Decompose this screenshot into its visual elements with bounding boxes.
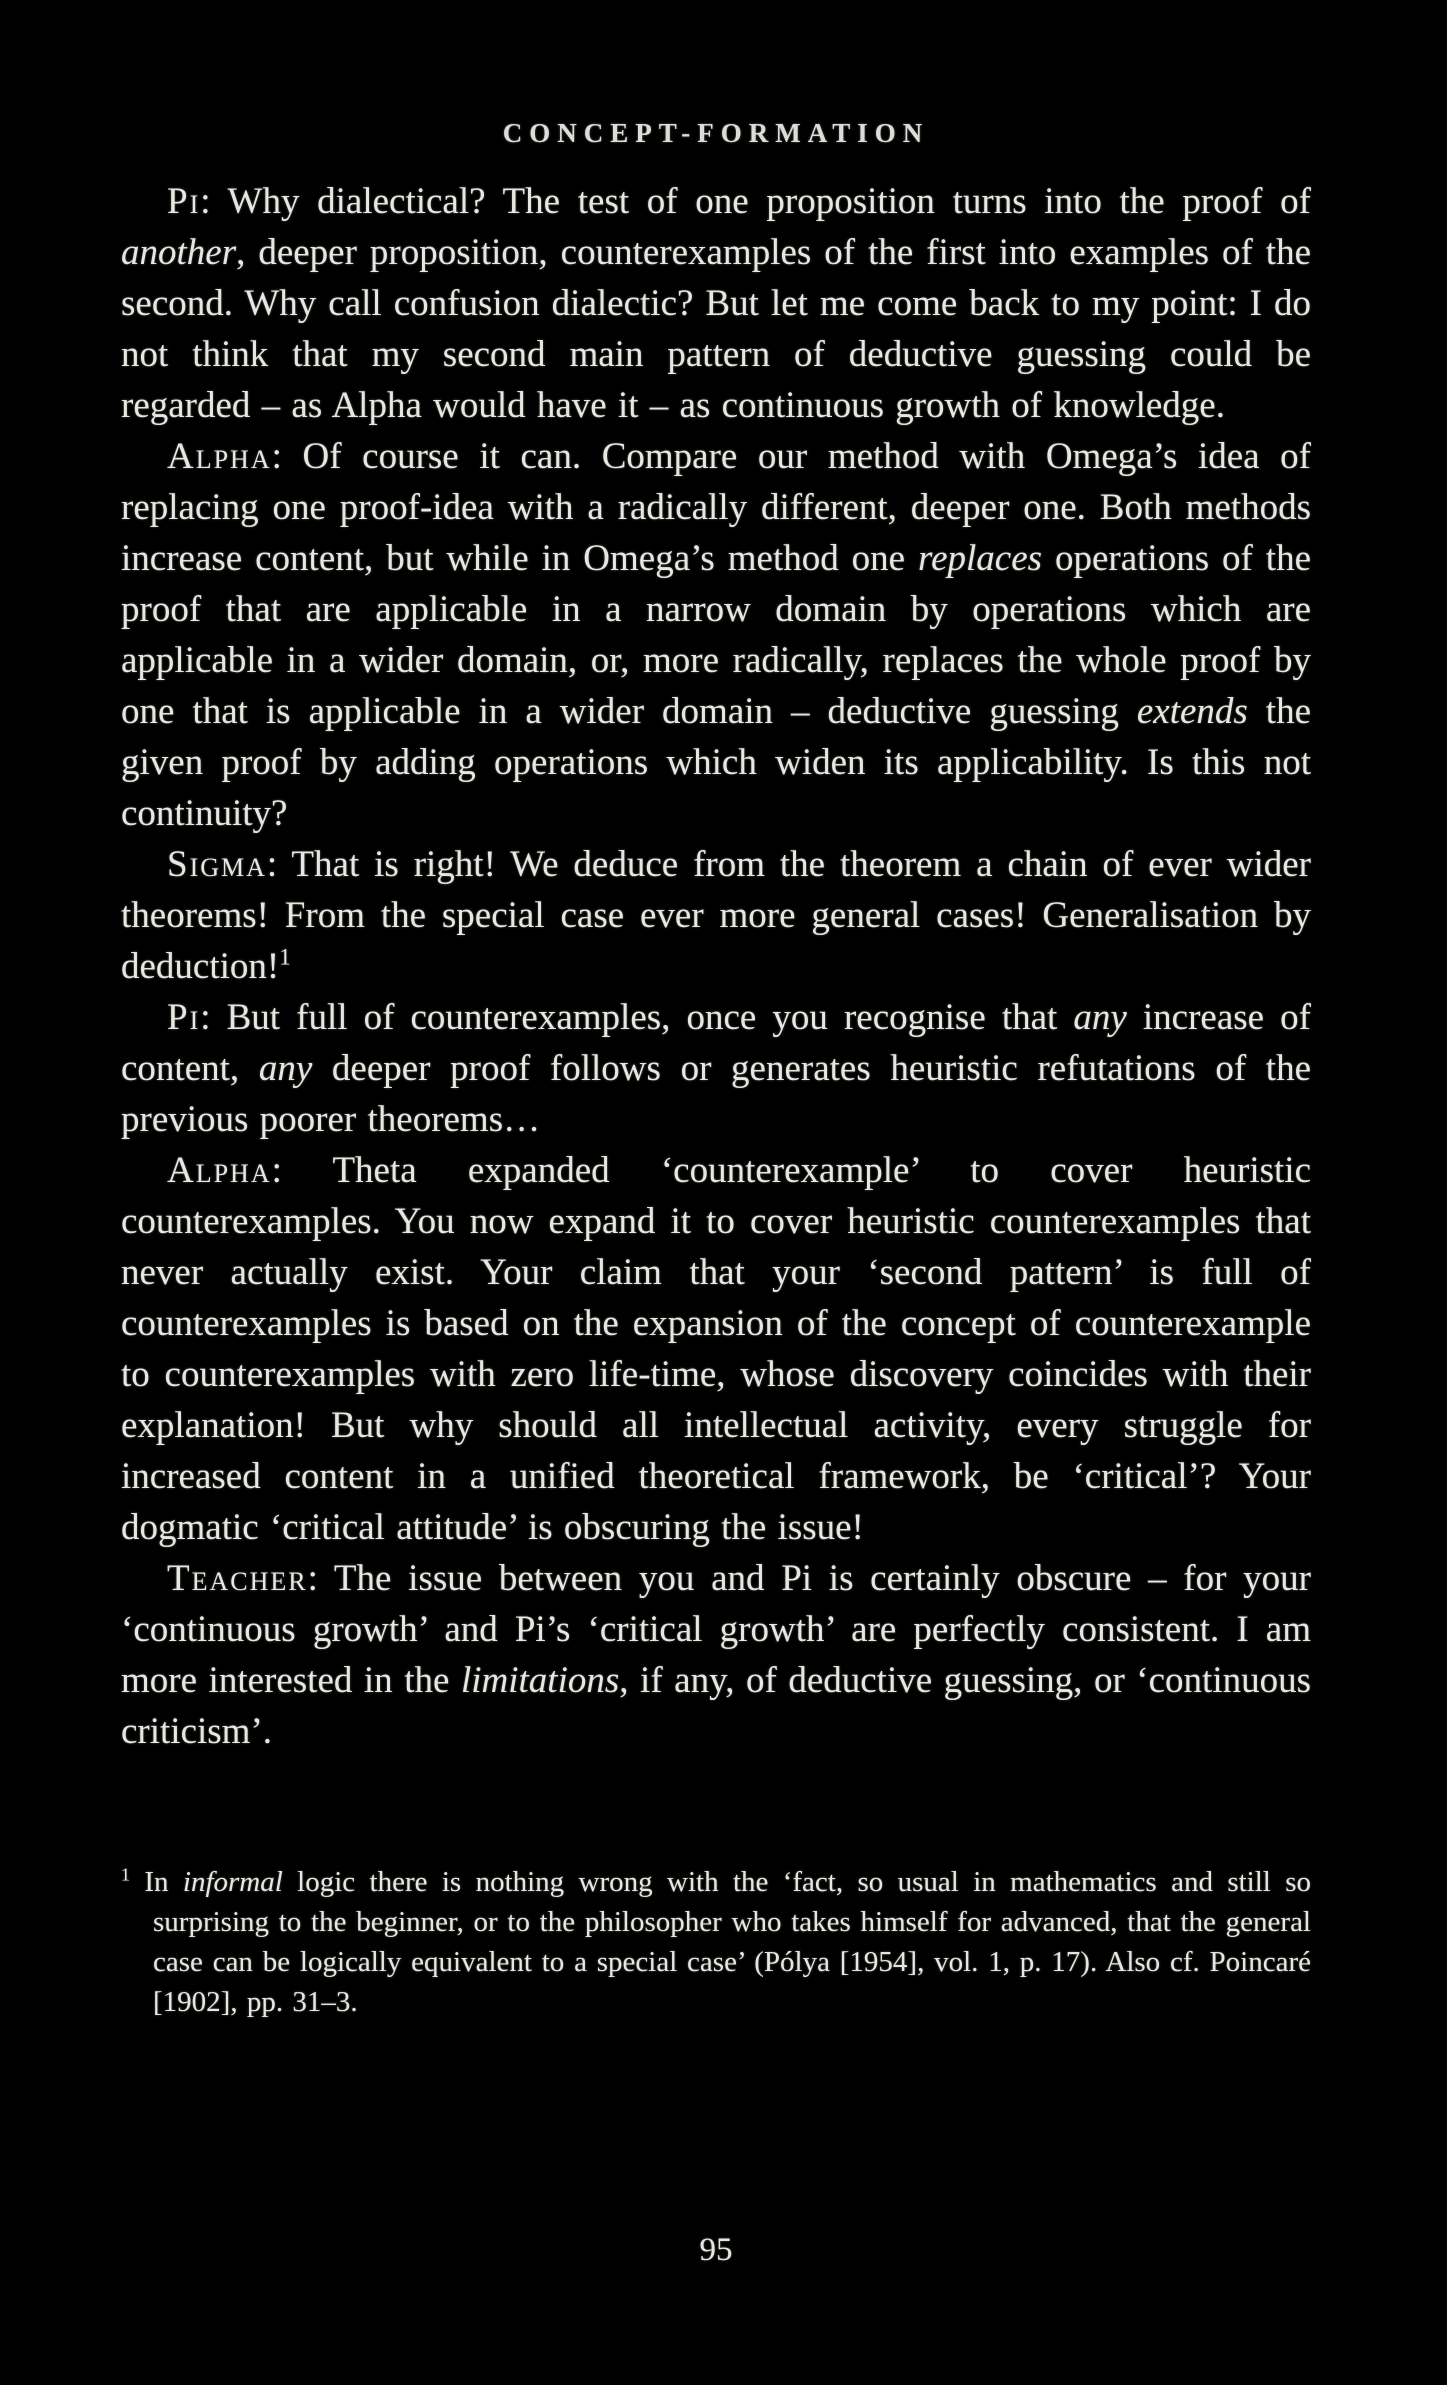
text-run: : Of course it can. Compare our method with Omega’s idea of replacing one proof-idea with a radically different, deeper one. Both methods increase content, but while in Omega’s method one [121,436,1311,579]
speaker-name: Teacher [167,1558,308,1599]
text-run: the given proof by adding operations which widen its applicability. Is this not continuity? [121,691,1311,834]
speaker-name: Pi [167,181,201,222]
text-run: : That is right! We deduce from the theorem a chain of ever wider theorems! From the special case ever more general cases! Generalisation by deduction! [121,844,1311,987]
italic-text: informal [182,1866,283,1898]
text-run: operations of the proof that are applicable in a narrow domain by operations which are applicable in a wider domain, or, more radically, replaces the whole proof by one that is applicable in a wider domain – deductive guessing [121,538,1311,732]
italic-text: any [1073,997,1127,1038]
speaker-name: Alpha [167,436,272,477]
paragraph-pi-2 [121,992,1311,1145]
paragraph-alpha-1 [121,431,1311,839]
text-run: In [129,1866,183,1898]
italic-text: limitations [460,1660,620,1701]
page-title: CONCEPT-FORMATION [502,118,930,148]
text-run: increase of content, [121,997,1311,1089]
italic-text: replaces [918,538,1043,579]
text-run: deeper proof follows or generates heuristic refutations of the previous poorer theorems… [121,1048,1311,1140]
text-run: , deeper proposition, counterexamples of the first into examples of the second. Why call confusion dialectic? But let me come back to my point: I do not think that my second main pattern of deductive guessing could be regarded – as Alpha would have it – as continuous growth of knowledge. [121,232,1311,426]
footnote-marker: 1 [121,1864,130,1885]
paragraph-teacher [121,1553,1311,1757]
page-body [121,176,1311,1757]
text-run: logic there is nothing wrong with the ‘fact, so usual in mathematics and still so surprising to the beginner, or to the philosopher who takes himself for advanced, that the general case can be logically equivalent to a special case’ (Pólya [1954], vol. 1, p. 17). Also cf. Poincaré [1902], pp. 31–3. [153,1866,1311,2018]
speaker-name: Pi [167,997,201,1038]
page-number: 95 [699,2232,733,2268]
speaker-name: Alpha [167,1150,272,1191]
italic-text: any [258,1048,313,1089]
text-run: : Theta expanded ‘counterexample’ to cover heuristic counterexamples. You now expand it to cover heuristic counterexamples that never actually exist. Your claim that your ‘second pattern’ is full of counterexamples is based on the expansion of the concept of counterexample to counterexamples with zero life-time, whose discovery coincides with their explanation! But why should all intellectual activity, every struggle for increased content in a unified theoretical framework, be ‘critical’? Your dogmatic ‘critical attitude’ is obscuring the issue! [121,1150,1311,1548]
paragraph-pi-1 [121,176,1311,431]
text-run: , if any, of deductive guessing, or ‘continuous criticism’. [121,1660,1311,1752]
text-run: : But full of counterexamples, once you recognise that [200,997,1074,1038]
footnote-marker: 1 [279,944,291,970]
footnote-text [121,1862,1311,2022]
italic-text: extends [1136,691,1248,732]
paragraph-alpha-2 [121,1145,1311,1553]
footnote [121,1862,1311,2022]
paragraph-sigma [121,839,1311,992]
text-run: : The issue between you and Pi is certainly obscure – for your ‘continuous growth’ and Pi’s ‘critical growth’ are perfectly consistent. I am more interested in the [121,1558,1311,1701]
italic-text: another [121,232,237,273]
text-run: : Why dialectical? The test of one proposition turns into the proof of [200,181,1311,222]
speaker-name: Sigma [167,844,267,885]
